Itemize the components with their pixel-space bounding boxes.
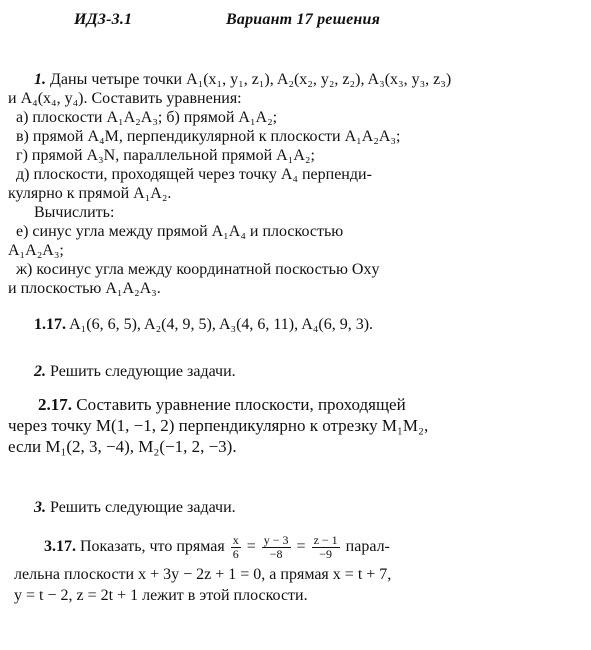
fraction-y-num: y − 3: [263, 532, 289, 547]
task-3-17-line-3: y = t − 2, z = 2t + 1 лежит в этой плоскости.: [14, 587, 308, 604]
header: [74, 11, 381, 29]
fraction-x-num: x: [232, 532, 239, 547]
task-2-17-line-2: через точку M(1, −1, 2) перпендикулярно к отрезку M₁M₂,: [8, 416, 429, 435]
task-1-17: [8, 315, 591, 334]
task-1-line-6: д) плоскости, проходящей через точку A₄ перпенди-: [16, 166, 372, 183]
fraction-z-den: −9: [319, 546, 332, 561]
equals-2: =: [296, 538, 306, 555]
fraction-y: [262, 534, 291, 561]
task-1-line-2: и A₄(x₄, y₄). Составить уравнения:: [8, 90, 242, 107]
task-3-17-lead: Показать, что прямая: [80, 538, 225, 555]
fraction-z: [312, 534, 340, 561]
task-1-line-12: и плоскостью A₁A₂A₃.: [8, 280, 161, 297]
task-1-line-5: г) прямой A₃N, параллельной прямой A₁A₂;: [16, 147, 315, 164]
task-1-line-8: Вычислить:: [34, 204, 115, 221]
task-1-line-7: кулярно к прямой A₁A₂.: [8, 185, 172, 202]
task-1-line-9: е) синус угла между прямой A₁A₄ и плоскостью: [16, 223, 344, 240]
task-1-line-10: A₁A₂A₃;: [8, 242, 64, 259]
task-1-17-text: A₁(6, 6, 5), A₂(4, 9, 5), A₃(4, 6, 11), A₄(6, 9, 3).: [69, 316, 374, 333]
task-3-text: Решить следующие задачи.: [50, 499, 236, 516]
task-3-17: [8, 530, 584, 606]
task-2-text: Решить следующие задачи.: [50, 363, 236, 380]
fraction-x: [231, 534, 241, 561]
task-1: [8, 70, 584, 298]
task-3: [8, 498, 591, 517]
task-2-17-number: 2.17.: [38, 395, 72, 414]
task-2-17: [8, 394, 584, 457]
task-3-17-number: 3.17.: [44, 538, 76, 555]
fraction-z-num: z − 1: [313, 532, 338, 547]
task-3-number: 3.: [34, 499, 46, 516]
task-3-17-line-1: [8, 530, 584, 564]
header-variant: Вариант 17 решения: [226, 11, 381, 28]
task-1-line-4: в) прямой A₄M, перпендикулярной к плоскости A₁A₂A₃;: [16, 128, 401, 145]
task-1-line-3: а) плоскости A₁A₂A₃; б) прямой A₁A₂;: [16, 109, 278, 126]
fraction-x-den: 6: [232, 546, 239, 561]
fraction-y-den: −8: [269, 546, 283, 561]
task-3-17-tail: парал-: [345, 538, 390, 555]
equals-1: =: [246, 538, 256, 555]
task-3-17-line-2: лельна плоскости x + 3y − 2z + 1 = 0, а прямая x = t + 7,: [14, 566, 392, 583]
task-1-line-1: [8, 70, 584, 89]
task-2-17-line-1: [8, 394, 584, 415]
task-1-line-11: ж) косинус угла между координатной поскостью Oxy: [16, 261, 380, 278]
task-2-number: 2.: [34, 363, 46, 380]
task-2: [8, 362, 591, 381]
task-1-number: 1.: [34, 71, 46, 88]
task-1-17-number: 1.17.: [34, 316, 66, 333]
task-2-17-line-3: если M₁(2, 3, −4), M₂(−1, 2, −3).: [8, 437, 237, 456]
task-1-text: Даны четыре точки A₁(x₁, y₁, z₁), A₂(x₂, y₂, z₂), A₃(x₃, y₃, z₃): [50, 71, 452, 88]
task-2-17-text: Составить уравнение плоскости, проходящей: [76, 395, 406, 414]
header-title: ИДЗ-3.1: [74, 11, 133, 28]
